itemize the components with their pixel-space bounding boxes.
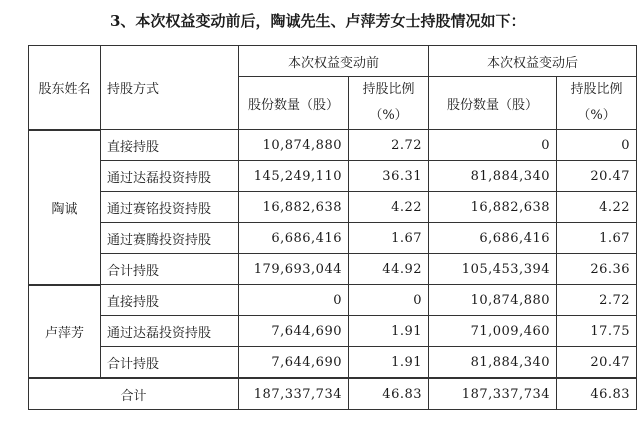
before-ratio-cell: 36.31: [349, 161, 429, 192]
total-before-ratio: 46.83: [349, 378, 429, 410]
header-before: 本次权益变动前: [239, 46, 429, 77]
after-shares-cell: 6,686,416: [429, 223, 557, 254]
total-before-shares: 187,337,734: [239, 378, 349, 410]
header-before-ratio: [349, 77, 429, 130]
after-shares-cell: 71,009,460: [429, 316, 557, 347]
header-row: [29, 46, 637, 77]
before-ratio-cell: 2.72: [349, 130, 429, 161]
after-shares-cell: 81,884,340: [429, 161, 557, 192]
after-ratio-cell: 1.67: [557, 223, 637, 254]
ratio-unit: （%）: [577, 108, 616, 123]
shareholding-table: [28, 45, 637, 410]
before-ratio-cell: 0: [349, 285, 429, 316]
after-shares-cell: 10,874,880: [429, 285, 557, 316]
method-cell: 合计持股: [101, 347, 239, 379]
table-row: [29, 285, 637, 316]
before-shares-cell: 7,644,690: [239, 347, 349, 379]
section-heading: 3、本次权益变动前后，陶诚先生、卢萍芳女士持股情况如下：: [110, 12, 526, 30]
holder-name: 卢萍芳: [29, 285, 101, 379]
table-row: [29, 316, 637, 347]
header-after: 本次权益变动后: [429, 46, 637, 77]
after-ratio-cell: 26.36: [557, 254, 637, 285]
before-shares-cell: 6,686,416: [239, 223, 349, 254]
after-ratio-cell: 20.47: [557, 161, 637, 192]
header-before-shares: 股份数量（股）: [239, 77, 349, 130]
method-cell: 通过达磊投资持股: [101, 161, 239, 192]
before-shares-cell: 0: [239, 285, 349, 316]
ratio-label: 持股比例: [570, 82, 623, 97]
after-shares-cell: 16,882,638: [429, 192, 557, 223]
method-cell: 直接持股: [101, 130, 239, 161]
before-ratio-cell: 44.92: [349, 254, 429, 285]
method-cell: 合计持股: [101, 254, 239, 285]
table-row: [29, 254, 637, 285]
header-holder-name: 股东姓名: [29, 46, 101, 130]
before-shares-cell: 16,882,638: [239, 192, 349, 223]
ratio-unit: （%）: [369, 108, 408, 123]
after-ratio-cell: 2.72: [557, 285, 637, 316]
total-after-shares: 187,337,734: [429, 378, 557, 410]
table-row: [29, 223, 637, 254]
after-ratio-cell: 17.75: [557, 316, 637, 347]
total-row: [29, 378, 637, 410]
before-shares-cell: 179,693,044: [239, 254, 349, 285]
before-shares-cell: 145,249,110: [239, 161, 349, 192]
before-ratio-cell: 1.67: [349, 223, 429, 254]
table-row: [29, 130, 637, 161]
total-label: 合计: [29, 378, 239, 410]
after-ratio-cell: 0: [557, 130, 637, 161]
before-shares-cell: 10,874,880: [239, 130, 349, 161]
header-after-ratio: [557, 77, 637, 130]
after-ratio-cell: 20.47: [557, 347, 637, 379]
method-cell: 直接持股: [101, 285, 239, 316]
method-cell: 通过赛腾投资持股: [101, 223, 239, 254]
before-ratio-cell: 4.22: [349, 192, 429, 223]
table-row: [29, 347, 637, 379]
after-shares-cell: 105,453,394: [429, 254, 557, 285]
method-cell: 通过达磊投资持股: [101, 316, 239, 347]
table-row: [29, 192, 637, 223]
after-shares-cell: 81,884,340: [429, 347, 557, 379]
before-shares-cell: 7,644,690: [239, 316, 349, 347]
total-after-ratio: 46.83: [557, 378, 637, 410]
ratio-label: 持股比例: [362, 82, 415, 97]
header-method: 持股方式: [101, 46, 239, 130]
after-ratio-cell: 4.22: [557, 192, 637, 223]
before-ratio-cell: 1.91: [349, 347, 429, 379]
holder-name: 陶诚: [29, 130, 101, 285]
table-row: [29, 161, 637, 192]
header-after-shares: 股份数量（股）: [429, 77, 557, 130]
before-ratio-cell: 1.91: [349, 316, 429, 347]
after-shares-cell: 0: [429, 130, 557, 161]
method-cell: 通过赛铭投资持股: [101, 192, 239, 223]
